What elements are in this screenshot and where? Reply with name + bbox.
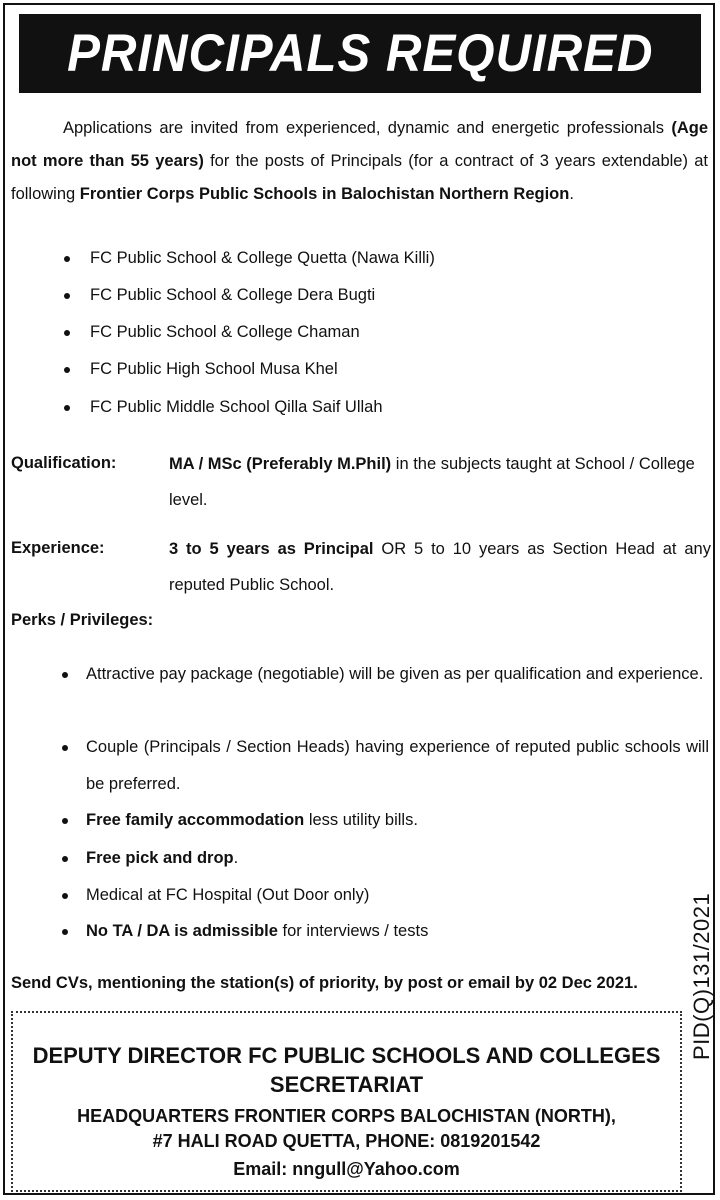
school-item: FC Public High School Musa Khel — [90, 360, 338, 378]
perk-text: Attractive pay package (negotiable) will be given as per qualification and experience. — [86, 665, 704, 683]
perks-label: Perks / Privileges: — [11, 611, 154, 629]
bullet-icon — [64, 330, 70, 336]
qualification-text — [169, 446, 711, 518]
qualification-label: Qualification: — [11, 454, 117, 472]
school-item: FC Public School & College Quetta (Nawa Killi) — [90, 249, 435, 267]
bullet-icon — [64, 367, 70, 373]
perk-bold: Free family accommodation — [86, 811, 305, 829]
bullet-icon — [62, 929, 68, 935]
perk-item — [86, 840, 709, 877]
footer-line-3: HEADQUARTERS FRONTIER CORPS BALOCHISTAN (NORTH), — [77, 1106, 616, 1126]
intro-organization: Frontier Corps Public Schools in Balochistan Northern Region — [79, 185, 570, 203]
school-item: FC Public School & College Dera Bugti — [90, 286, 376, 304]
footer-line-2: SECRETARIAT — [269, 1072, 424, 1097]
bullet-icon — [62, 745, 68, 751]
intro-age-limit: (Age not more than 55 years) — [11, 119, 708, 170]
perk-text: Medical at FC Hospital (Out Door only) — [86, 886, 370, 904]
bullet-icon — [64, 405, 70, 411]
intro-text-1: Applications are invited from experienced, dynamic and energetic professionals — [63, 119, 672, 137]
intro-text-2: for the posts of Principals (for a contract of 3 years extendable) at following — [11, 152, 708, 203]
footer-line-1: DEPUTY DIRECTOR FC PUBLIC SCHOOLS AND COLLEGES — [32, 1043, 661, 1068]
intro-end: . — [569, 185, 574, 203]
footer-line-4: #7 HALI ROAD QUETTA, PHONE: 0819201542 — [152, 1131, 541, 1151]
perk-item — [86, 802, 709, 839]
perk-bold: No TA / DA is admissible — [86, 922, 278, 940]
perk-item — [86, 913, 709, 950]
intro-paragraph — [11, 112, 708, 211]
bullet-icon — [64, 293, 70, 299]
perk-text: less utility bills. — [304, 811, 418, 829]
experience-years: 3 to 5 years as Principal — [169, 540, 374, 558]
perk-text: for interviews / tests — [277, 922, 429, 940]
perk-item — [86, 729, 709, 803]
qualification-rest: in the subjects taught at School / College level. — [169, 455, 695, 509]
experience-text — [169, 531, 711, 603]
bullet-icon — [62, 856, 68, 862]
bullet-icon — [64, 256, 70, 262]
application-instructions: Send CVs, mentioning the station(s) of priority, by post or email by 02 Dec 2021. — [11, 974, 638, 992]
contact-box — [11, 1011, 682, 1192]
school-item: FC Public School & College Chaman — [90, 323, 360, 341]
perk-item — [86, 656, 709, 693]
perk-item — [86, 877, 709, 914]
school-item: FC Public Middle School Qilla Saif Ullah — [90, 398, 383, 416]
bullet-icon — [62, 893, 68, 899]
headline-banner — [19, 14, 701, 93]
perk-bold: Free pick and drop — [86, 849, 234, 867]
experience-label: Experience: — [11, 539, 105, 557]
perk-text: . — [233, 849, 239, 867]
headline-text: PRINCIPALS REQUIRED — [66, 24, 654, 83]
experience-rest: OR 5 to 10 years as Section Head at any reputed Public School. — [169, 540, 711, 594]
bullet-icon — [62, 672, 68, 678]
qualification-degree: MA / MSc (Preferably M.Phil) — [169, 455, 392, 473]
bullet-icon — [62, 818, 68, 824]
ad-reference-code: PID(Q)131/2021 — [689, 892, 714, 1060]
footer-email[interactable]: Email: nngull@Yahoo.com — [233, 1159, 460, 1179]
perk-text: Couple (Principals / Section Heads) having experience of reputed public schools will be preferred. — [86, 738, 709, 793]
